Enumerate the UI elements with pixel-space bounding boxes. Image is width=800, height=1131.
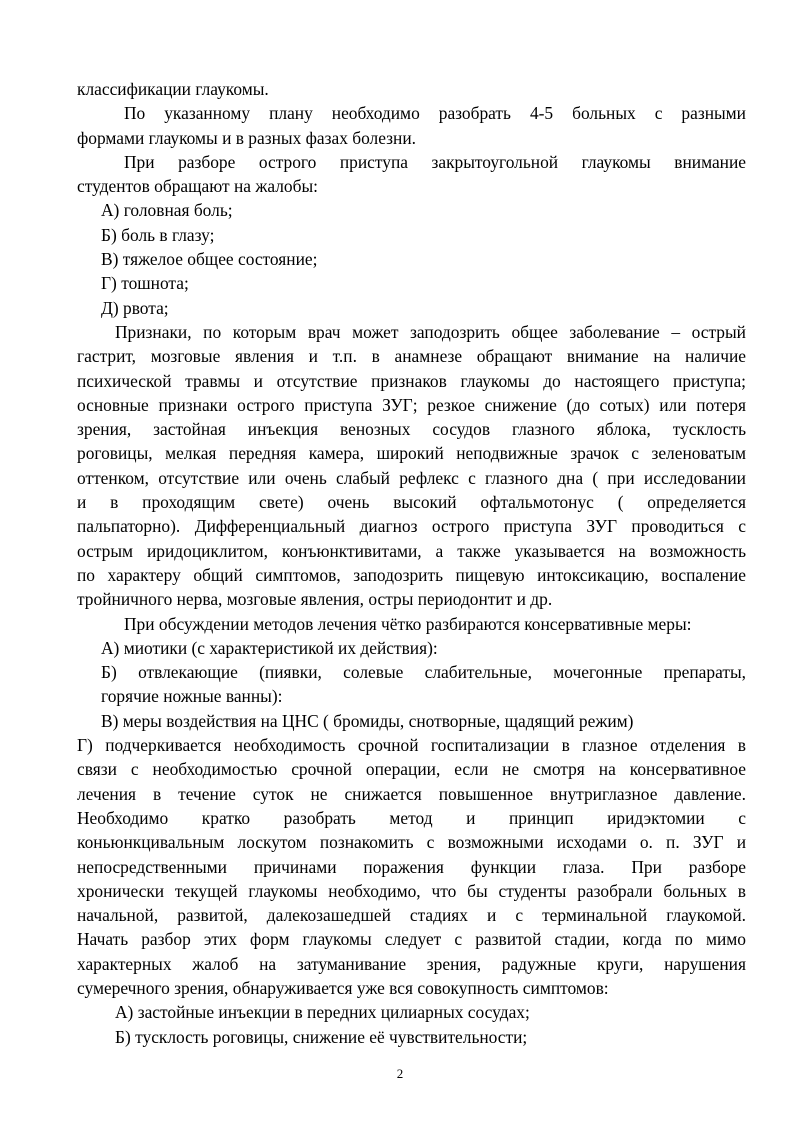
text-line: тройничного нерва, мозговые явления, остры периодонтит и др.	[77, 589, 553, 610]
list-item: А) застойные инъекции в передних цилиарных сосудах;	[115, 1002, 530, 1023]
text-line: хронически текущей глаукомы необходимо, что бы студенты разобрали больных в	[77, 880, 746, 901]
text-line: Г) подчеркивается необходимость срочной госпитализации в глазное отделения в	[77, 735, 746, 756]
list-item: Д) рвота;	[101, 297, 169, 318]
paragraph-first-line: При разборе острого приступа закрытоугольной глаукомы внимание	[124, 151, 746, 172]
list-item: Б) тусклость роговицы, снижение её чувствительности;	[115, 1026, 528, 1047]
list-item: А) миотики (с характеристикой их действия):	[101, 637, 438, 658]
document-body	[77, 77, 746, 1049]
list-item: А) головная боль;	[101, 200, 233, 221]
text-line: по характеру общий симптомов, заподозрить пищевую интоксикацию, воспаление	[77, 564, 746, 585]
list-item: Б) боль в глазу;	[101, 224, 215, 245]
text-line: связи с необходимостью срочной операции, если не смотря на консервативное	[77, 759, 746, 780]
text-line: формами глаукомы и в разных фазах болезни.	[77, 127, 416, 148]
text-line: гастрит, мозговые явления и т.п. в анамнезе обращают внимание на наличие	[77, 346, 746, 367]
paragraph-first-line: Признаки, по которым врач может заподозрить общее заболевание – острый	[115, 321, 746, 342]
text-line: коньюнкцивальным лоскутом познакомить с возможными исходами о. п. ЗУГ и	[77, 832, 746, 853]
text-line: психической травмы и отсутствие признаков глаукомы до настоящего приступа;	[77, 370, 746, 391]
text-line: характерных жалоб на затуманивание зрения, радужные круги, нарушения	[77, 953, 746, 974]
text-line: острым иридоциклитом, конъюнктивитами, а также указывается на возможность	[77, 540, 746, 561]
list-item: В) меры воздействия на ЦНС ( бромиды, снотворные, щадящий режим)	[101, 710, 634, 731]
text-line: роговицы, мелкая передняя камера, широкий неподвижные зрачок с зеленоватым	[77, 443, 746, 464]
text-line: Необходимо кратко разобрать метод и принцип иридэктомии с	[77, 807, 746, 828]
text-line: и в проходящим свете) очень высокий офтальмотонус ( определяется	[77, 492, 746, 513]
paragraph-first-line: При обсуждении методов лечения чётко разбираются консервативные меры:	[124, 613, 692, 634]
paragraph-first-line: По указанному плану необходимо разобрать 4-5 больных с разными	[124, 103, 746, 124]
text-line: студентов обращают на жалобы:	[77, 176, 318, 197]
page-number: 2	[396, 1066, 404, 1081]
text-line: Начать разбор этих форм глаукомы следует с развитой стадии, когда по мимо	[77, 929, 746, 950]
text-line: начальной, развитой, далекозашедшей стадиях и с терминальной глаукомой.	[77, 905, 746, 926]
list-item-continuation: горячие ножные ванны):	[101, 686, 283, 707]
text-line: пальпаторно). Дифференциальный диагноз острого приступа ЗУГ проводиться с	[77, 516, 746, 537]
text-line: сумеречного зрения, обнаруживается уже вся совокупность симптомов:	[77, 977, 609, 998]
text-line: непосредственными причинами поражения функции глаза. При разборе	[77, 856, 746, 877]
text-line: основные признаки острого приступа ЗУГ; резкое снижение (до сотых) или потеря	[77, 394, 746, 415]
text-line: оттенком, отсутствие или очень слабый рефлекс с глазного дна ( при исследовании	[77, 467, 746, 488]
list-item: Г) тошнота;	[101, 273, 189, 294]
list-item: В) тяжелое общее состояние;	[101, 249, 318, 270]
text-line: лечения в течение суток не снижается повышенное внутриглазное давление.	[77, 783, 746, 804]
text-line: классификации глаукомы.	[77, 79, 269, 99]
text-line: зрения, застойная инъекция венозных сосудов глазного яблока, тусклость	[77, 419, 746, 440]
list-item: Б) отвлекающие (пиявки, солевые слабительные, мочегонные препараты,	[101, 662, 746, 683]
